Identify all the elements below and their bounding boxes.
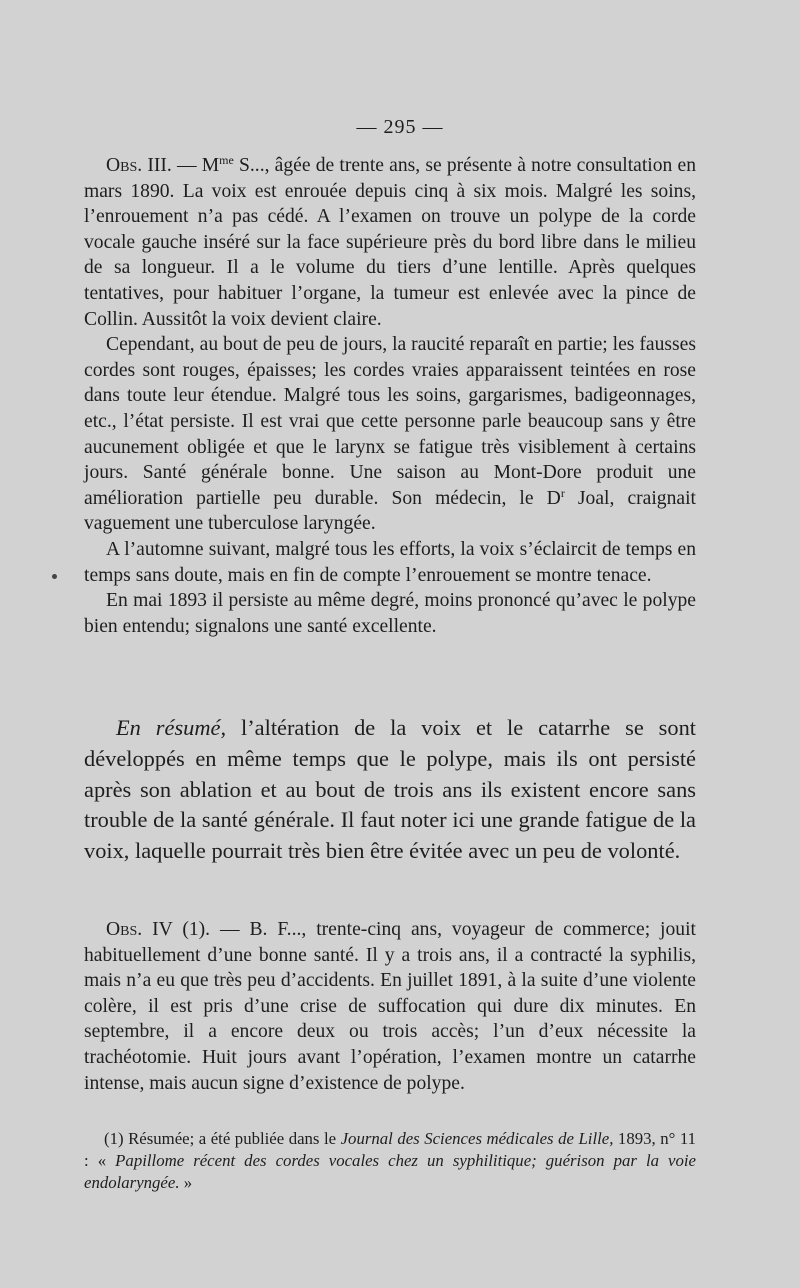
- footnote-journal: Journal des Sciences médicales de Lille,: [340, 1129, 614, 1148]
- footnote-ref: 1893, n° 11 : «: [84, 1129, 696, 1170]
- footnote-article: Papillome récent des cordes vocales chez un syphilitique; guérison par la voie endolaryngée.: [84, 1151, 696, 1192]
- obs3-label: Obs. III. — M: [106, 155, 220, 176]
- footnote-intro: (1) Résumée; a été publiée dans le: [104, 1129, 341, 1148]
- obs3-paragraph-1-text: S..., âgée de trente ans, se présente à notre consultation en mars 1890. La voix est enrouée depuis cinq à six mois. Malgré les soins, l’enrouement n’a pas cédé. A l’examen on trouve un polype de la corde vocale gauche inséré sur la face supérieure près du bord libre dans le milieu de sa longueur. Il a le volume du tiers d’une lentille. Après quelques tentatives, pour habituer l’organe, la tumeur est enlevée avec la pince de Collin. Aussitôt la voix devient claire.: [84, 155, 697, 330]
- summary-section: [84, 713, 696, 867]
- observation-3: [84, 153, 696, 639]
- summary-paragraph: [84, 713, 696, 867]
- obs3-paragraph-3: A l’automne suivant, malgré tous les efforts, la voix s’éclaircit de temps en temps sans doute, mais en fin de compte l’enrouement se montre tenace.: [84, 538, 696, 586]
- obs4-label: Obs. IV (1).: [106, 919, 211, 940]
- obs4-text: — B. F..., trente-cinq ans, voyageur de commerce; jouit habituellement d’une bonne santé. Il y a trois ans, il a contracté la syphilis, mais n’a eu que très peu d’accidents. En juillet 1891, à la suite d’une violente colère, il est pris d’une crise de suffocation qui dure dix minutes. En septembre, il a encore deux ou trois accès; l’un d’eux nécessite la trachéotomie. Huit jours avant l’opération, l’examen montre un catarrhe intense, mais aucun signe d’existence de polype.: [84, 919, 696, 1094]
- footnote-paragraph: [84, 1128, 696, 1194]
- page-number: — 295 —: [356, 116, 444, 138]
- observation-4: [84, 917, 696, 1096]
- obs3-label-superscript: me: [219, 153, 234, 167]
- summary-text: l’altération de la voix et le catarrhe se sont développés en même temps que le polype, mais ils ont persisté après son ablation et au bout de trois ans ils existent encore sans trouble de la santé générale. Il faut noter ici une grande fatigue de la voix, laquelle pourrait très bien être évitée avec un peu de volonté.: [84, 715, 696, 864]
- footnote-closing: »: [179, 1173, 193, 1192]
- ink-speck: [52, 574, 57, 579]
- footnote: [84, 1128, 696, 1194]
- obs3-paragraph-2: [84, 332, 696, 537]
- obs3-paragraph-4: En mai 1893 il persiste au même degré, moins prononcé qu’avec le polype bien entendu; signalons une santé excellente.: [84, 590, 696, 637]
- summary-lead: En résumé,: [116, 715, 227, 740]
- obs3-paragraph-2-text-b: Joal, craignait vaguement une tuberculose laryngée.: [84, 487, 696, 535]
- obs4-paragraph: [84, 917, 696, 1096]
- obs3-paragraph-2-superscript: r: [560, 485, 565, 500]
- obs3-paragraph-1: [84, 153, 696, 332]
- obs3-paragraph-2-text-a: Cependant, au bout de peu de jours, la raucité reparaît en partie; les fausses cordes sont rouges, épaisses; les cordes vraies apparaissent teintées en rose dans toute leur étendue. Malgré tous les soins, gargarismes, badigeonnages, etc., l’état persiste. Il est vrai que cette personne parle beaucoup sans y être aucunement obligée et que le larynx se fatigue très visiblement à certains jours. Santé générale bonne. Une saison au Mont-Dore produit une amélioration partielle peu durable. Son médecin, le D: [84, 334, 696, 509]
